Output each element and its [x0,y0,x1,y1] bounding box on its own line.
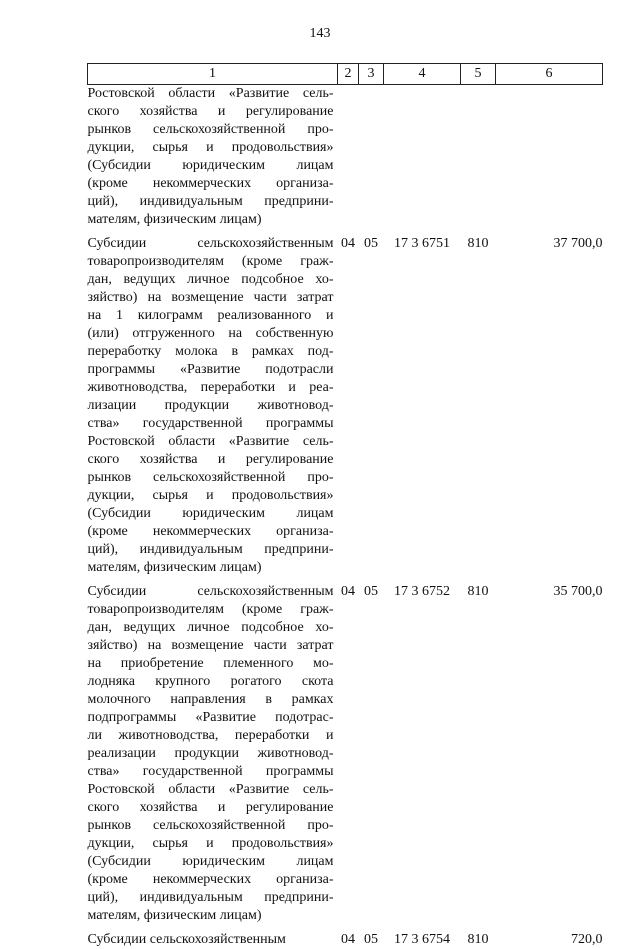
row-pr [359,85,384,230]
row-csr: 17 3 6751 [384,235,461,577]
row-amount: 35 700,0 [496,583,603,925]
description-line: ций), индивидуальным предприни- [88,889,334,907]
description-line: реализации продукции животновод- [88,745,334,763]
header-col-5: 5 [461,64,496,85]
row-vr: 810 [461,583,496,925]
description-line: дан, ведущих личное подсобное хо- [88,271,334,289]
budget-table [87,63,603,949]
description-line: рынков сельскохозяйственной про- [88,121,334,139]
header-col-3: 3 [359,64,384,85]
row-csr [384,85,461,230]
row-vr: 810 [461,931,496,949]
row-description [88,931,338,949]
table-row [88,85,603,230]
table-row [88,931,603,949]
description-line: лодняка крупного рогатого скота [88,673,334,691]
table-header [88,64,603,85]
description-line: мателям, физическим лицам) [88,559,334,577]
description-line: рынков сельскохозяйственной про- [88,817,334,835]
description-line: Ростовской области «Развитие сель- [88,85,334,103]
row-rz: 04 [338,931,359,949]
description-line: Субсидии сельскохозяйственным [88,235,334,253]
description-line: ций), индивидуальным предприни- [88,541,334,559]
row-csr: 17 3 6752 [384,583,461,925]
description-line: подпрограммы «Развитие подотрас- [88,709,334,727]
row-vr [461,85,496,230]
description-line: дан, ведущих личное подсобное хо- [88,619,334,637]
description-line: ли животноводства, переработки и [88,727,334,745]
description-line: (кроме некоммерческих организа- [88,871,334,889]
header-col-6: 6 [496,64,603,85]
description-line: ского хозяйства и регулирование [88,799,334,817]
row-description [88,235,338,577]
description-line: Ростовской области «Развитие сель- [88,781,334,799]
description-line: рынков сельскохозяйственной про- [88,469,334,487]
row-rz [338,85,359,230]
description-line: молочного направления в рамках [88,691,334,709]
row-amount: 37 700,0 [496,235,603,577]
description-line: товаропроизводителям (кроме граж- [88,601,334,619]
description-line: зяйство) на возмещение части затрат [88,637,334,655]
description-line: (Субсидии юридическим лицам [88,505,334,523]
row-vr: 810 [461,235,496,577]
header-col-2: 2 [338,64,359,85]
description-line: ства» государственной программы [88,763,334,781]
description-line: Ростовской области «Развитие сель- [88,433,334,451]
description-line: (или) отгруженного на собственную [88,325,334,343]
description-line: на 1 килограмм реализованного и [88,307,334,325]
description-line: ций), индивидуальным предприни- [88,193,334,211]
description-line: переработку молока в рамках под- [88,343,334,361]
description-line: лизации продукции животновод- [88,397,334,415]
table-row [88,583,603,925]
description-line: товаропроизводителям (кроме граж- [88,253,334,271]
description-line: зяйство) на возмещение части затрат [88,289,334,307]
description-line: мателям, физическим лицам) [88,211,334,229]
description-line: ского хозяйства и регулирование [88,103,334,121]
description-line: ского хозяйства и регулирование [88,451,334,469]
row-description [88,583,338,925]
description-line: Субсидии сельскохозяйственным [88,931,334,949]
description-line: дукции, сырья и продовольствия» [88,139,334,157]
description-line: (Субсидии юридическим лицам [88,157,334,175]
row-pr: 05 [359,583,384,925]
row-rz: 04 [338,583,359,925]
page-number: 143 [0,26,640,42]
row-amount [496,85,603,230]
table-row [88,235,603,577]
description-line: (Субсидии юридическим лицам [88,853,334,871]
row-rz: 04 [338,235,359,577]
row-amount: 720,0 [496,931,603,949]
description-line: программы «Развитие подотрасли [88,361,334,379]
description-line: мателям, физическим лицам) [88,907,334,925]
description-line: (кроме некоммерческих организа- [88,175,334,193]
header-col-1: 1 [88,64,338,85]
row-pr: 05 [359,235,384,577]
description-line: дукции, сырья и продовольствия» [88,487,334,505]
description-line: дукции, сырья и продовольствия» [88,835,334,853]
table-body [88,85,603,949]
description-line: (кроме некоммерческих организа- [88,523,334,541]
row-pr: 05 [359,931,384,949]
description-line: Субсидии сельскохозяйственным [88,583,334,601]
row-description [88,85,338,230]
description-line: животноводства, переработки и реа- [88,379,334,397]
description-line: ства» государственной программы [88,415,334,433]
description-line: на приобретение племенного мо- [88,655,334,673]
header-col-4: 4 [384,64,461,85]
row-csr: 17 3 6754 [384,931,461,949]
